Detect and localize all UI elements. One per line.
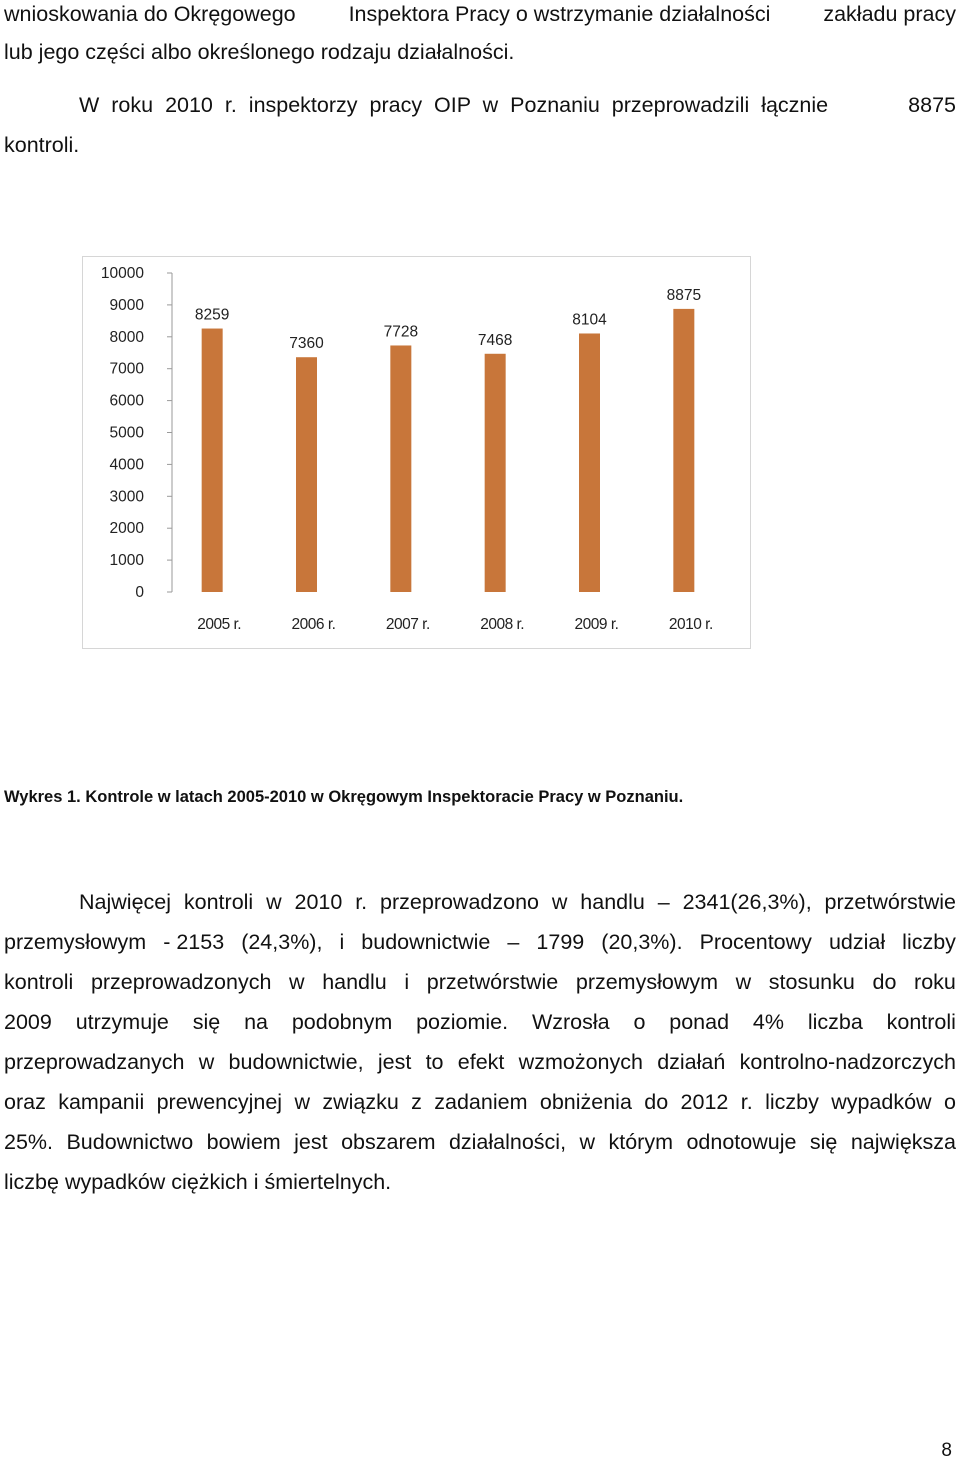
- word: podobnym: [291, 1010, 393, 1034]
- word: o: [633, 1010, 646, 1034]
- bar-2009r: [579, 333, 600, 592]
- word: o: [943, 1090, 956, 1114]
- word: 4%: [752, 1010, 784, 1034]
- intro-line-4: [4, 131, 956, 159]
- data-label: 8259: [194, 306, 230, 324]
- bar-2007r: [390, 345, 411, 592]
- word: Najwięcej: [79, 890, 172, 914]
- word: (20,3%).: [601, 930, 683, 954]
- word: r.: [355, 890, 368, 914]
- chart-canvas: [83, 257, 750, 648]
- word: przeprowadzanych: [4, 1050, 185, 1074]
- bar-2010r: [673, 309, 694, 592]
- word: –: [507, 930, 520, 954]
- word: w: [289, 970, 305, 994]
- word: 25%.: [4, 1130, 54, 1154]
- body-line-2: [4, 928, 956, 956]
- word: poziomie.: [416, 1010, 509, 1034]
- text-run: liczbę wypadków ciężkich i śmiertelnych.: [4, 1170, 392, 1194]
- word: liczba: [807, 1010, 863, 1034]
- word: największa: [850, 1130, 956, 1154]
- word: przemysłowym: [4, 930, 147, 954]
- word: roku: [914, 970, 956, 994]
- word: kontroli: [886, 1010, 956, 1034]
- word: 2012: [680, 1090, 729, 1114]
- word: w: [266, 890, 282, 914]
- word: bowiem: [206, 1130, 281, 1154]
- data-label: 7360: [289, 335, 324, 353]
- y-tick-label: 6000: [109, 392, 144, 410]
- x-tick-label: 2007 r.: [385, 616, 430, 633]
- data-label: 8104: [572, 311, 607, 329]
- y-tick-label: 0: [135, 584, 144, 601]
- word: się: [809, 1130, 838, 1154]
- highlight-number: 8875: [908, 93, 956, 117]
- x-tick-label: 2009 r.: [574, 616, 619, 633]
- word: wypadków: [831, 1090, 932, 1114]
- word: przeprowadzono: [380, 890, 539, 914]
- data-label: 7468: [477, 331, 513, 349]
- word: kontroli: [183, 890, 254, 914]
- word: w: [198, 1050, 215, 1074]
- body-line-8: [4, 1168, 956, 1196]
- x-tick-label: 2006 r.: [291, 616, 336, 633]
- y-tick-label: 5000: [109, 424, 144, 442]
- word: obszarem: [341, 1130, 436, 1154]
- word: się: [192, 1010, 221, 1034]
- x-tick-label: 2008 r.: [480, 616, 525, 633]
- word: przeprowadzonych: [90, 970, 272, 994]
- word: odnotowuje: [686, 1130, 797, 1154]
- word: i: [339, 930, 345, 954]
- body-line-3: [4, 968, 956, 996]
- body-line-6: [4, 1088, 956, 1116]
- word: liczby: [765, 1090, 819, 1114]
- word: budownictwie: [361, 930, 491, 954]
- word: r.: [740, 1090, 753, 1114]
- word: jest: [377, 1050, 412, 1074]
- word: którym: [608, 1130, 673, 1154]
- body-line-5: [4, 1048, 956, 1076]
- bar-2008r: [485, 354, 506, 592]
- y-tick-label: 9000: [109, 296, 144, 314]
- word: - 2153: [163, 930, 225, 954]
- data-label: 8875: [666, 286, 702, 304]
- y-tick-label: 3000: [109, 488, 144, 506]
- word: w: [551, 890, 568, 914]
- word: z: [411, 1090, 422, 1114]
- text-run: lub jego części albo określonego rodzaju działalności.: [4, 40, 515, 64]
- data-label: 7728: [383, 323, 419, 341]
- x-tick-label: 2005 r.: [197, 616, 242, 633]
- word: Wzrosła: [531, 1010, 610, 1034]
- bar-2005r: [202, 329, 223, 592]
- y-tick-label: 4000: [109, 456, 144, 474]
- word: stosunku: [768, 970, 855, 994]
- word: w: [579, 1130, 596, 1154]
- figure-caption: Wykres 1. Kontrole w latach 2005-2010 w Okręgowym Inspektoracie Pracy w Poznaniu.: [4, 788, 684, 806]
- word: jest: [294, 1130, 328, 1154]
- y-tick-label: 10000: [100, 265, 144, 282]
- word: kampanii: [58, 1090, 145, 1114]
- bar-chart: [82, 256, 751, 649]
- word: ponad: [669, 1010, 730, 1034]
- word: 2341(26,3%),: [682, 890, 812, 914]
- bar-2006r: [296, 357, 317, 592]
- y-tick-label: 1000: [109, 552, 144, 570]
- intro-line-1: [4, 0, 956, 28]
- text-run: wnioskowania do Okręgowego: [4, 2, 296, 26]
- y-tick-label: 2000: [109, 520, 144, 538]
- word: –: [657, 890, 670, 914]
- body-line-7: [4, 1128, 956, 1156]
- word: w: [294, 1090, 310, 1114]
- text-run: Inspektora Pracy o wstrzymanie działalności: [348, 2, 771, 26]
- word: 1799: [536, 930, 585, 954]
- word: działań: [657, 1050, 726, 1074]
- page-number: 8: [941, 1440, 952, 1461]
- y-tick-label: 7000: [109, 360, 144, 378]
- word: kontrolno-nadzorczych: [739, 1050, 956, 1074]
- word: przetwórstwie: [426, 970, 559, 994]
- intro-line-2: [4, 38, 956, 66]
- word: (24,3%),: [241, 930, 323, 954]
- word: przemysłowym: [575, 970, 719, 994]
- word: Budownictwo: [66, 1130, 194, 1154]
- body-line-1: [79, 888, 956, 916]
- word: do: [644, 1090, 669, 1114]
- word: oraz: [4, 1090, 46, 1114]
- text-run: W roku 2010 r. inspektorzy pracy OIP w Poznaniu przeprowadzili łącznie: [79, 93, 829, 117]
- intro-line-3: [79, 91, 956, 119]
- word: 2010: [294, 890, 343, 914]
- word: 2009: [4, 1010, 52, 1034]
- word: zadaniem: [434, 1090, 528, 1114]
- word: na: [244, 1010, 268, 1034]
- word: Procentowy: [699, 930, 812, 954]
- y-tick-label: 8000: [109, 328, 144, 346]
- word: handlu: [580, 890, 645, 914]
- word: liczby: [902, 930, 956, 954]
- word: efekt: [457, 1050, 505, 1074]
- word: budownictwie,: [228, 1050, 364, 1074]
- word: prewencyjnej: [156, 1090, 283, 1114]
- body-line-4: [4, 1008, 956, 1036]
- text-run: kontroli.: [4, 133, 80, 157]
- word: kontroli: [4, 970, 74, 994]
- word: udział: [828, 930, 886, 954]
- word: to: [425, 1050, 444, 1074]
- text-run: zakładu pracy: [823, 2, 956, 26]
- word: handlu: [322, 970, 387, 994]
- word: obniżenia: [539, 1090, 632, 1114]
- word: i: [404, 970, 410, 994]
- word: utrzymuje: [75, 1010, 169, 1034]
- word: w: [735, 970, 752, 994]
- word: związku: [322, 1090, 399, 1114]
- word: wzmożonych: [518, 1050, 643, 1074]
- x-tick-label: 2010 r.: [668, 616, 713, 633]
- word: przetwórstwie: [824, 890, 956, 914]
- word: działalności,: [448, 1130, 567, 1154]
- word: do: [872, 970, 897, 994]
